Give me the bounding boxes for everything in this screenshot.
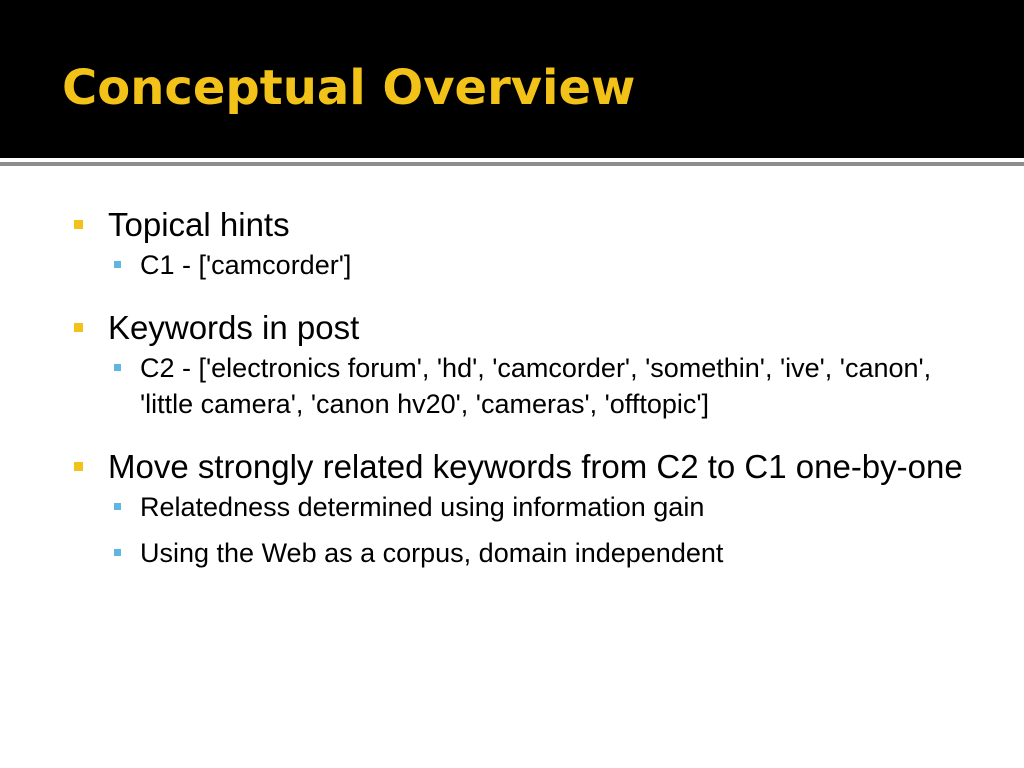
sub-bullet-item (108, 535, 960, 571)
sub-bullet-text: C1 - ['camcorder'] (140, 250, 352, 280)
sub-bullet-text: C2 - ['electronics forum', 'hd', 'camcorder', 'somethin', 'ive', 'canon', 'little camera', 'canon hv20', 'cameras', 'offtopic'] (140, 353, 932, 419)
bullet-text: Move strongly related keywords from C2 to C1 one-by-one (108, 448, 963, 485)
sub-bullet-list (108, 247, 972, 283)
sub-bullet-list (108, 350, 972, 422)
square-bullet-icon (114, 364, 121, 371)
bullet-text: Topical hints (108, 206, 290, 243)
title-bar (0, 0, 1024, 158)
slide-title: Conceptual Overview (62, 60, 636, 116)
square-bullet-icon (114, 549, 121, 556)
bullet-item (72, 204, 972, 283)
sub-bullet-item (108, 350, 960, 422)
slide-body (0, 166, 1024, 768)
sub-bullet-item (108, 489, 960, 525)
square-bullet-icon (114, 503, 121, 510)
sub-bullet-text: Relatedness determined using information gain (140, 492, 705, 522)
square-bullet-icon (114, 261, 121, 268)
square-bullet-icon (74, 462, 83, 471)
sub-bullet-list (108, 489, 972, 571)
sub-bullet-item (108, 247, 960, 283)
bullet-text: Keywords in post (108, 309, 360, 346)
sub-bullet-text: Using the Web as a corpus, domain independent (140, 538, 724, 568)
bullet-item (72, 446, 972, 571)
square-bullet-icon (74, 323, 83, 332)
bullet-item (72, 307, 972, 422)
square-bullet-icon (74, 220, 83, 229)
bullet-list (72, 204, 972, 571)
